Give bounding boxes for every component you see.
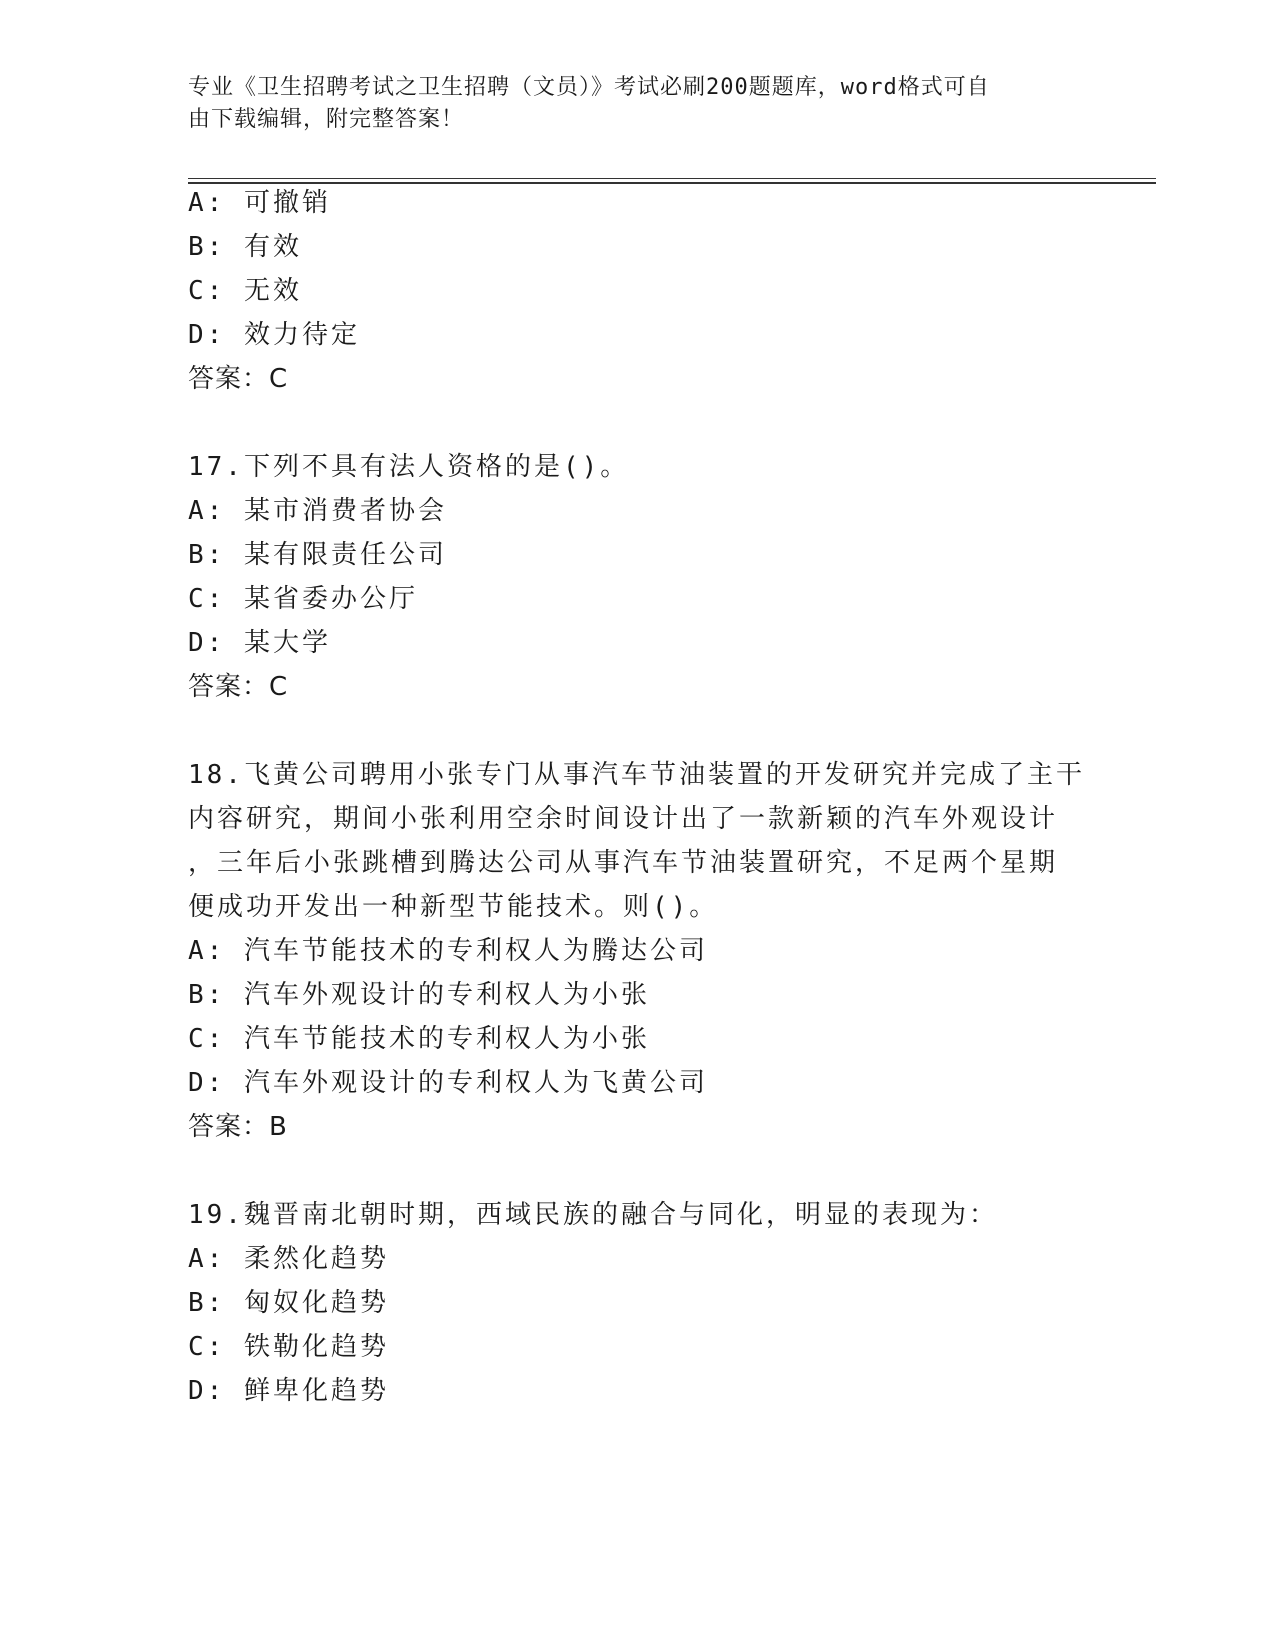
option-d: D: 鲜卑化趋势	[188, 1376, 389, 1406]
option-c: C: 无效	[188, 276, 302, 306]
question-stem-line-2: 内容研究，期间小张利用空余时间设计出了一款新颖的汽车外观设计	[188, 804, 1059, 834]
question-stem-line-1: 18.飞黄公司聘用小张专门从事汽车节油装置的开发研究并完成了主干	[188, 760, 1085, 790]
option-d: D: 某大学	[188, 628, 331, 658]
option-b: B: 匈奴化趋势	[188, 1288, 389, 1318]
answer: 答案：C	[188, 364, 289, 394]
header-divider	[188, 178, 1156, 184]
option-a: A: 某市消费者协会	[188, 496, 447, 526]
option-d: D: 汽车外观设计的专利权人为飞黄公司	[188, 1068, 708, 1098]
question-stem: 17.下列不具有法人资格的是()。	[188, 452, 630, 482]
answer: 答案：B	[188, 1112, 288, 1142]
option-c: C: 铁勒化趋势	[188, 1332, 389, 1362]
option-a: A: 可撤销	[188, 188, 331, 218]
option-a: A: 柔然化趋势	[188, 1244, 389, 1274]
option-a: A: 汽车节能技术的专利权人为腾达公司	[188, 936, 708, 966]
question-stem-line-3: ，三年后小张跳槽到腾达公司从事汽车节油装置研究，不足两个星期	[188, 848, 1059, 878]
option-b: B: 汽车外观设计的专利权人为小张	[188, 980, 650, 1010]
question-stem: 19.魏晋南北朝时期，西域民族的融合与同化，明显的表现为：	[188, 1200, 998, 1230]
option-b: B: 有效	[188, 232, 302, 262]
option-c: C: 汽车节能技术的专利权人为小张	[188, 1024, 650, 1054]
option-c: C: 某省委办公厅	[188, 584, 418, 614]
header-title-line-2: 由下载编辑，附完整答案！	[188, 107, 465, 132]
header-title-line-1: 专业《卫生招聘考试之卫生招聘（文员）》考试必刷200题题库，word格式可自	[188, 75, 990, 100]
option-b: B: 某有限责任公司	[188, 540, 447, 570]
answer: 答案：C	[188, 672, 289, 702]
question-stem-line-4: 便成功开发出一种新型节能技术。则()。	[188, 892, 719, 922]
document-header	[188, 72, 1068, 136]
option-d: D: 效力待定	[188, 320, 360, 350]
